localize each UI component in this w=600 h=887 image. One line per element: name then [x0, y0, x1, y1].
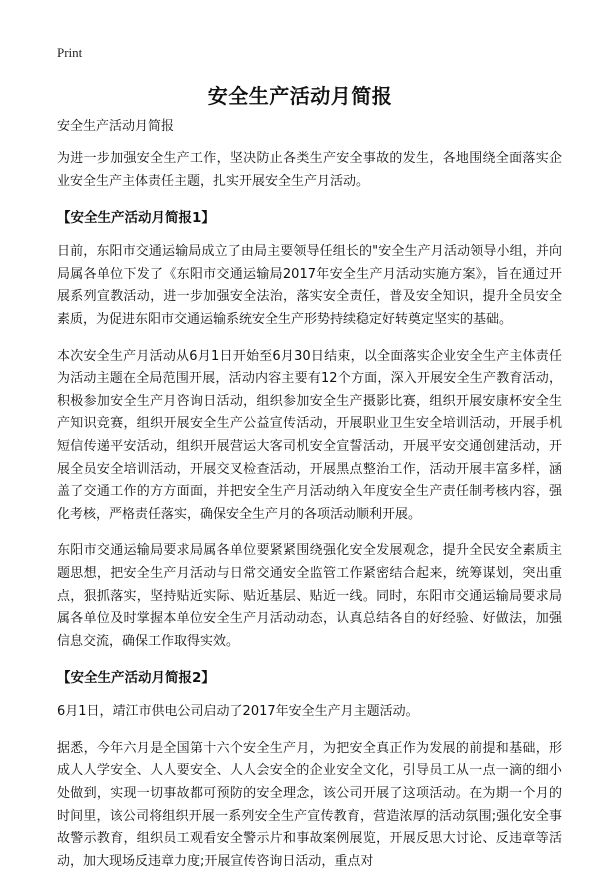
section-heading-1: 【安全生产活动月简报1】 [57, 210, 215, 227]
section-2-paragraph-2: 据悉，今年六月是全国第十六个安全生产月，为把安全真正作为发展的前提和基础，形成人人学安全、人人要安全、人人会安全的企业安全文化，引导员工从一点一滴的细小处做到，实现一切事故都可预防的安全理念，该公司开展了这项活动。在为期一个月的时间里，该公司将组织开展一系列安全生产宣传教育，营造浓厚的活动氛围;强化安全事故警示教育，组织员工观看安全警示片和事故案例展览，开展反思大讨论、反违章等活动，加大现场反违章力度;开展宣传咨询日活动，重点对 [57, 740, 562, 869]
document-body [57, 118, 562, 887]
print-link[interactable]: Print [57, 45, 83, 60]
section-1-paragraph-1: 日前，东阳市交通运输局成立了由局主要领导任组长的"安全生产月活动领导小组，并向局属各单位下发了《东阳市交通运输局2017年安全生产月活动实施方案》，旨在通过开展系列宣教活动，进一步加强安全法治，落实安全责任，普及安全知识，提升全员安全素质，为促进东阳市交通运输系统安全生产形势持续稳定好转奠定坚实的基础。 [57, 244, 562, 327]
intro-paragraph: 为进一步加强安全生产工作，坚决防止各类生产安全事故的发生，各地围绕全面落实企业安全生产主体责任主题，扎实开展安全生产月活动。 [57, 151, 562, 189]
page-title: 安全生产活动月简报 [207, 84, 393, 108]
section-2-paragraph-1: 6月1日，靖江市供电公司启动了2017年安全生产月主题活动。 [57, 704, 419, 720]
section-1-paragraph-2: 本次安全生产月活动从6月1日开始至6月30日结束，以全面落实企业安全生产主体责任为活动主题在全局范围开展，活动内容主要有12个方面，深入开展安全生产教育活动，积极参加安全生产月咨询日活动，组织参加安全生产摄影比赛，组织开展安康杯安全生产知识竞赛，组织开展安全生产公益宣传活动，开展职业卫生安全培训活动，开展手机短信传递平安活动，组织开展营运大客司机安全宣誓活动，开展平安交通创建活动，开展全员安全培训活动，开展交叉检查活动，开展黑点整治工作，活动开展丰富多样，涵盖了交通工作的方方面面，并把安全生产月活动纳入年度安全生产责任制考核内容，强化考核，严格责任落实，确保安全生产月的各项活动顺利开展。 [57, 348, 562, 522]
section-1-paragraph-3: 东阳市交通运输局要求局属各单位要紧紧围绕强化安全发展观念，提升全民安全素质主题思想，把安全生产月活动与日常交通安全监管工作紧密结合起来，统筹谋划，突出重点，狠抓落实，坚持贴近实际、贴近基层、贴近一线。同时，东阳市交通运输局要求局属各单位及时掌握本单位安全生产月活动动态，认真总结各自的好经验、好做法，加强信息交流，确保工作取得实效。 [57, 543, 562, 649]
document-subtitle: 安全生产活动月简报 [57, 119, 175, 134]
section-heading-2: 【安全生产活动月简报2】 [57, 670, 215, 687]
